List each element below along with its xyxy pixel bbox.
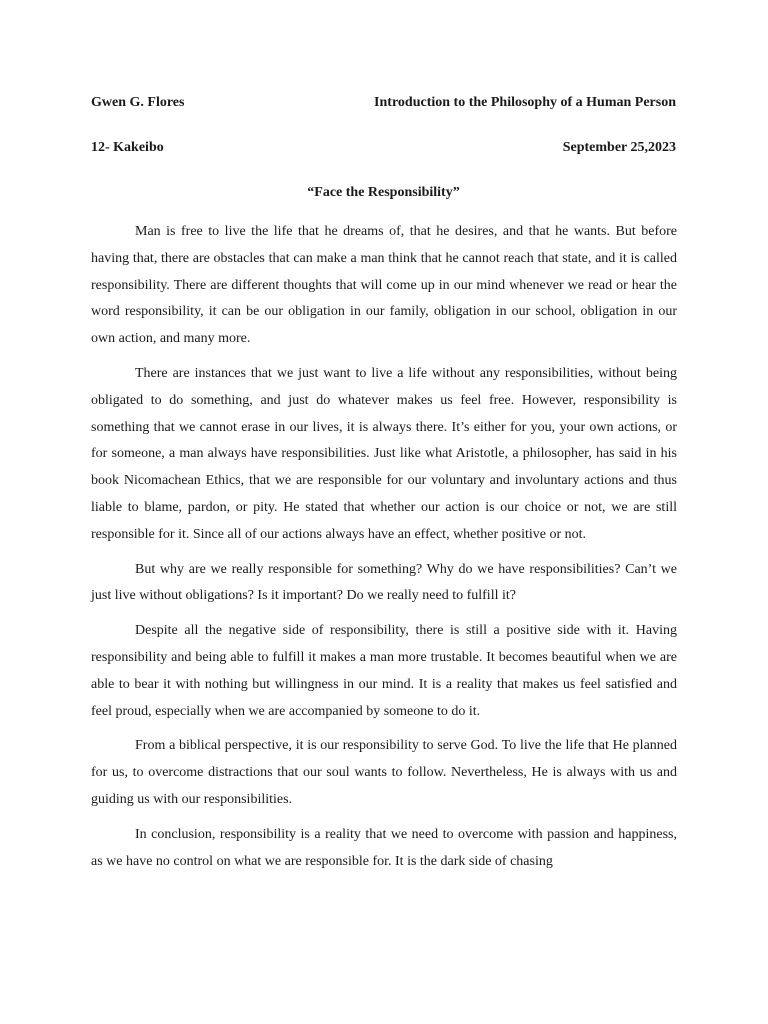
essay-title: “Face the Responsibility” [307, 185, 460, 200]
section-name: 12- Kakeibo [91, 140, 164, 155]
essay-body [91, 219, 677, 883]
paragraph-3: But why are we really responsible for something? Why do we have responsibilities? Can’t we just live without obligations? Is it important? Do we really need to fulfill it? [91, 561, 677, 604]
essay-date: September 25,2023 [562, 140, 676, 155]
header-line-2 [91, 139, 676, 156]
paragraph-5: From a biblical perspective, it is our responsibility to serve God. To live the life that He planned for us, to overcome distractions that our soul wants to follow. Nevertheless, He is always with us and guiding us with our responsibilities. [91, 738, 677, 807]
paragraph-2: There are instances that we just want to live a life without any responsibilities, without being obligated to do something, and just do whatever makes us feel free. However, responsibility is something that we cannot erase in our lives, it is always there. It’s either for you, your own actions, or for someone, a man always have responsibilities. Just like what Aristotle, a philosopher, has said in his book Nicomachean Ethics, that we are responsible for our voluntary and involuntary actions and thus liable to blame, pardon, or pity. He stated that whether our action is our choice or not, we are still responsible for it. Since all of our actions always have an effect, whether positive or not. [91, 365, 677, 542]
paragraph-1: Man is free to live the life that he dreams of, that he desires, and that he wants. But before having that, there are obstacles that can make a man think that he cannot reach that state, and it is called responsibility. There are different thoughts that will come up in our mind whenever we read or hear the word responsibility, it can be our obligation in our family, obligation in our school, obligation in our own action, and many more. [91, 224, 677, 347]
author-name: Gwen G. Flores [91, 95, 185, 110]
paragraph-6: In conclusion, responsibility is a reality that we need to overcome with passion and happiness, as we have no control on what we are responsible for. It is the dark side of chasing [91, 826, 677, 869]
course-title: Introduction to the Philosophy of a Human Person [374, 95, 676, 110]
paragraph-4: Despite all the negative side of responsibility, there is still a positive side with it. Having responsibility and being able to fulfill it makes a man more trustable. It becomes beautiful when we are able to bear it with nothing but willingness in our mind. It is a reality that makes us feel satisfied and feel proud, especially when we are accompanied by someone to do it. [91, 623, 677, 719]
header-line-1 [91, 94, 676, 111]
